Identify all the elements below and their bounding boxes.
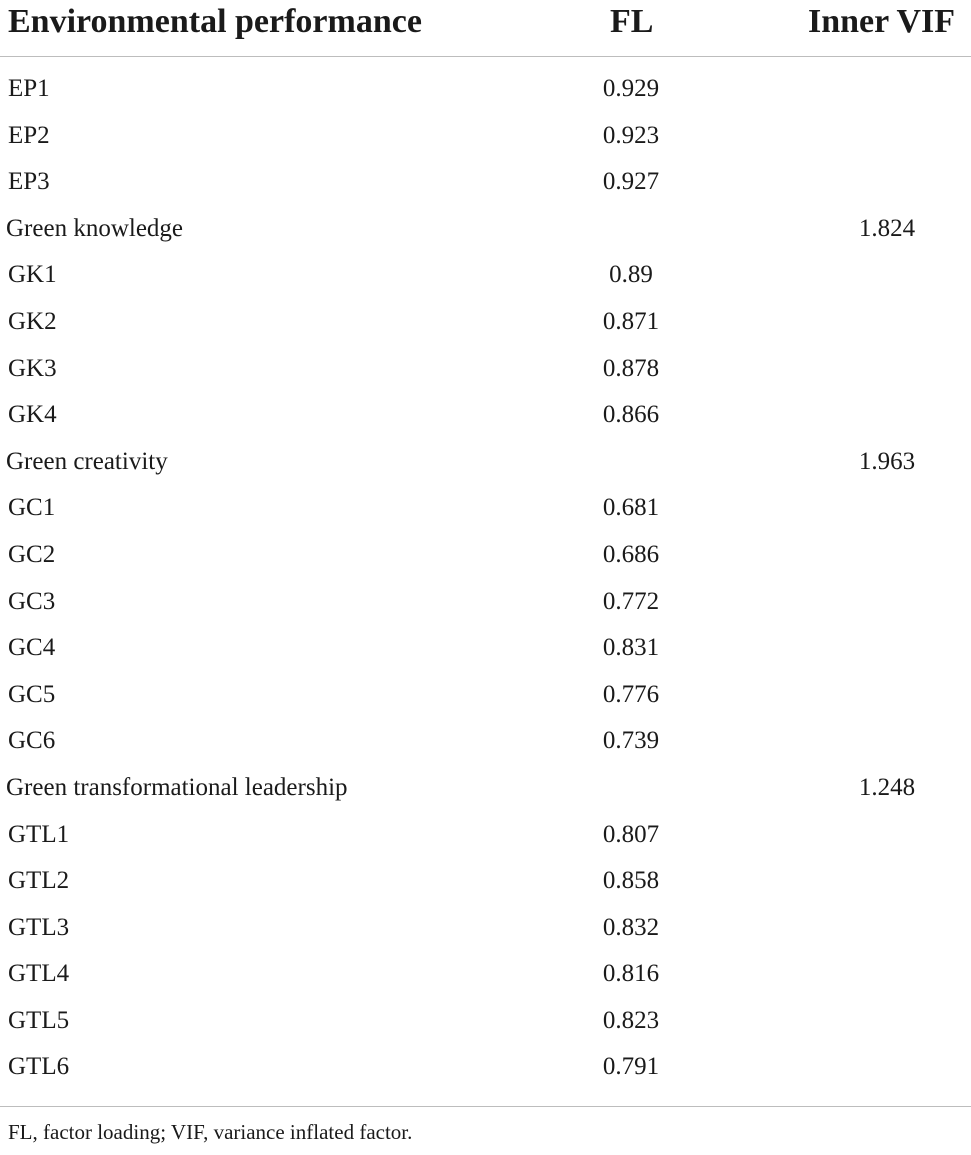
row-fl-value: 0.823 <box>602 1006 660 1034</box>
row-fl-value: 0.858 <box>602 867 660 895</box>
table-row <box>0 951 971 998</box>
row-fl-value: 0.739 <box>602 727 660 755</box>
row-fl-value: 0.791 <box>602 1053 660 1081</box>
header-inner-vif: Inner VIF <box>808 3 956 40</box>
row-label: GC3 <box>8 587 56 615</box>
row-fl-value: 0.923 <box>602 121 660 149</box>
table-row <box>0 905 971 952</box>
row-label: Green knowledge <box>6 214 184 242</box>
row-fl-value: 0.807 <box>602 820 660 848</box>
row-fl-value: 0.832 <box>602 913 660 941</box>
row-vif-value: 1.824 <box>858 214 916 242</box>
row-label: GTL1 <box>8 820 70 848</box>
table-footnote: FL, factor loading; VIF, variance inflated factor. <box>8 1120 413 1144</box>
row-label: GC1 <box>8 494 56 522</box>
table-body <box>0 66 971 1091</box>
header-environmental-performance: Environmental performance <box>8 3 422 40</box>
row-vif-value: 1.248 <box>858 773 916 801</box>
row-label: GTL3 <box>8 913 70 941</box>
table-row <box>0 346 971 393</box>
row-label: GC5 <box>8 680 56 708</box>
table-row <box>0 252 971 299</box>
row-fl-value: 0.89 <box>609 261 653 289</box>
table-group-row <box>0 439 971 486</box>
row-fl-value: 0.681 <box>602 494 660 522</box>
row-fl-value: 0.929 <box>602 75 660 102</box>
row-fl-value: 0.776 <box>602 680 660 708</box>
table-row <box>0 392 971 439</box>
table-row <box>0 113 971 160</box>
row-fl-value: 0.878 <box>602 354 660 382</box>
row-fl-value: 0.831 <box>602 634 660 662</box>
row-label: Green creativity <box>6 447 168 475</box>
table-bottom-rule <box>0 1106 971 1107</box>
table-header <box>0 0 971 57</box>
row-label: EP2 <box>8 121 50 149</box>
table-row <box>0 718 971 765</box>
row-label: EP1 <box>8 75 50 102</box>
table-row <box>0 812 971 859</box>
row-fl-value: 0.871 <box>602 307 660 335</box>
table-row <box>0 532 971 579</box>
row-label: GTL6 <box>8 1053 70 1081</box>
table-row <box>0 672 971 719</box>
row-label: Green transformational leadership <box>6 773 348 801</box>
table-row <box>0 625 971 672</box>
row-label: GC2 <box>8 540 56 568</box>
row-fl-value: 0.927 <box>602 168 660 196</box>
table-row <box>0 485 971 532</box>
row-label: GTL2 <box>8 867 70 895</box>
row-fl-value: 0.866 <box>602 401 660 429</box>
row-fl-value: 0.772 <box>602 587 660 615</box>
row-fl-value: 0.816 <box>602 960 660 988</box>
row-fl-value: 0.686 <box>602 540 660 568</box>
table-row <box>0 66 971 113</box>
row-label: GK4 <box>8 401 57 429</box>
table-row <box>0 299 971 346</box>
table-row <box>0 579 971 626</box>
row-label: GK3 <box>8 354 57 382</box>
table-group-row <box>0 206 971 253</box>
table-row <box>0 1044 971 1091</box>
row-label: GC4 <box>8 634 56 662</box>
row-label: GK2 <box>8 307 57 335</box>
row-label: GTL5 <box>8 1006 70 1034</box>
row-label: GK1 <box>8 261 57 289</box>
table-group-row <box>0 765 971 812</box>
row-label: GC6 <box>8 727 56 755</box>
table-row <box>0 159 971 206</box>
header-fl: FL <box>610 3 654 40</box>
table-row <box>0 858 971 905</box>
table-row <box>0 998 971 1045</box>
row-vif-value: 1.963 <box>858 447 916 475</box>
row-label: EP3 <box>8 168 50 196</box>
row-label: GTL4 <box>8 960 70 988</box>
